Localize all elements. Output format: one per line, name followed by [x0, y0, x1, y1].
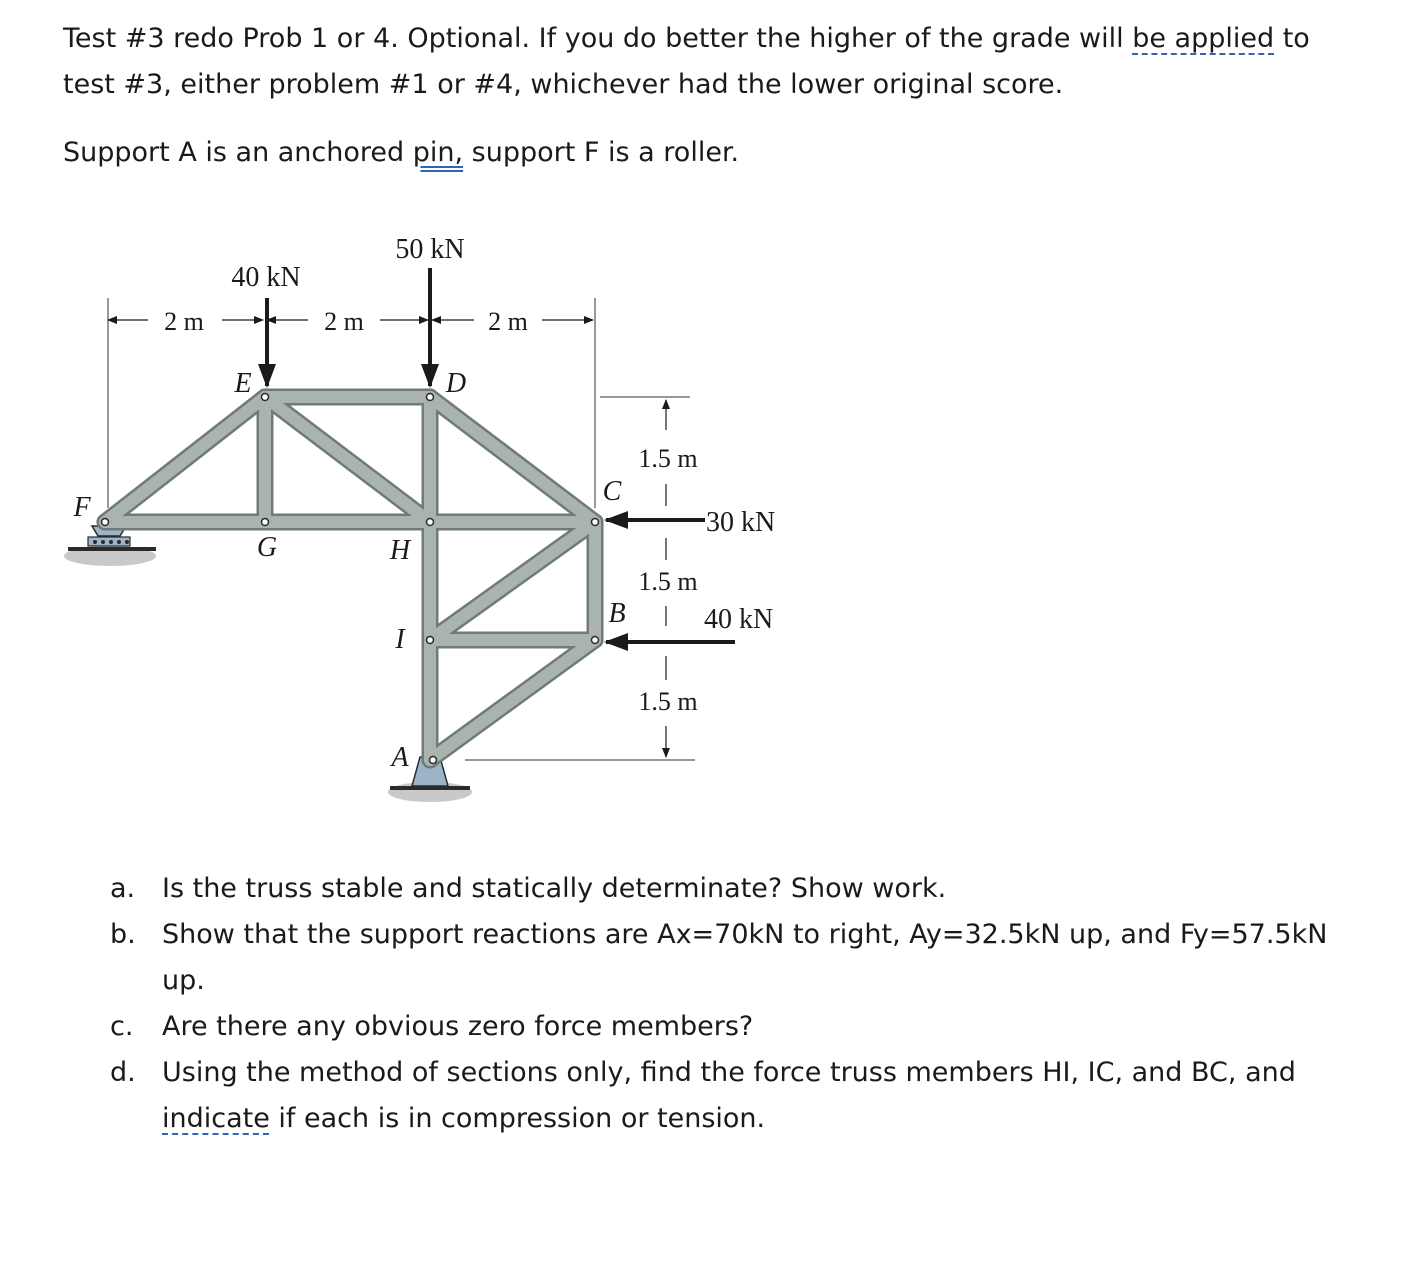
roller-support-f [64, 526, 156, 566]
joint-label-a: A [391, 742, 409, 773]
question-list [110, 866, 1370, 1142]
load-c-label: 30 kN [706, 507, 776, 538]
question-b-marker: b. [110, 919, 136, 950]
intro-line1-prefix: Test #3 redo Prob 1 or 4. Optional. If you do better the higher of the grade will [63, 23, 1133, 54]
joint-label-c: C [602, 476, 622, 507]
dim-v2: 1.5 m [638, 567, 698, 596]
joint-label-i: I [395, 624, 405, 655]
dim-v3: 1.5 m [638, 687, 698, 716]
intro-line2-marked: pin, [412, 137, 464, 168]
dim-h1: 2 m [164, 307, 204, 336]
intro-line2-prefix: Support A is an anchored [63, 137, 413, 168]
question-a-text: Is the truss stable and statically determinate? Show work. [162, 873, 947, 904]
support-paragraph [63, 130, 739, 176]
joint-label-h: H [389, 535, 411, 566]
dim-h2: 2 m [324, 307, 364, 336]
load-d-label: 50 kN [395, 234, 465, 265]
question-d-text-prefix: Using the method of sections only, find the force truss members HI, IC, and BC, and [162, 1057, 1296, 1088]
question-c-marker: c. [110, 1011, 134, 1042]
load-b-label: 40 kN [704, 604, 774, 635]
question-a-marker: a. [110, 873, 136, 904]
joint-label-e: E [234, 368, 252, 399]
intro-paragraph [63, 16, 1353, 108]
intro-line1-marked: be applied [1132, 23, 1275, 54]
dim-h3: 2 m [488, 307, 528, 336]
question-c [110, 1004, 1370, 1050]
joint-label-g: G [256, 532, 278, 563]
intro-line1-suffix: to test #3, either problem #1 or #4, whichever had the lower original score. [63, 23, 1310, 100]
dim-v1: 1.5 m [638, 444, 698, 473]
joint-label-d: D [445, 368, 467, 399]
question-d-text-suffix: if each is in compression or tension. [269, 1103, 766, 1134]
question-d-text-marked: indicate [162, 1103, 270, 1134]
question-b [110, 912, 1370, 1004]
truss-diagram [55, 220, 815, 820]
question-d-marker: d. [110, 1057, 136, 1088]
load-e-label: 40 kN [231, 262, 301, 293]
question-b-text: Show that the support reactions are Ax=70kN to right, Ay=32.5kN up, and Fy=57.5kN up. [162, 919, 1328, 996]
joint-label-f: F [73, 492, 91, 523]
question-c-text: Are there any obvious zero force members? [162, 1011, 754, 1042]
joint-label-b: B [608, 598, 626, 629]
question-a [110, 866, 1370, 912]
intro-line2-suffix: support F is a roller. [463, 137, 740, 168]
question-d [110, 1050, 1370, 1142]
